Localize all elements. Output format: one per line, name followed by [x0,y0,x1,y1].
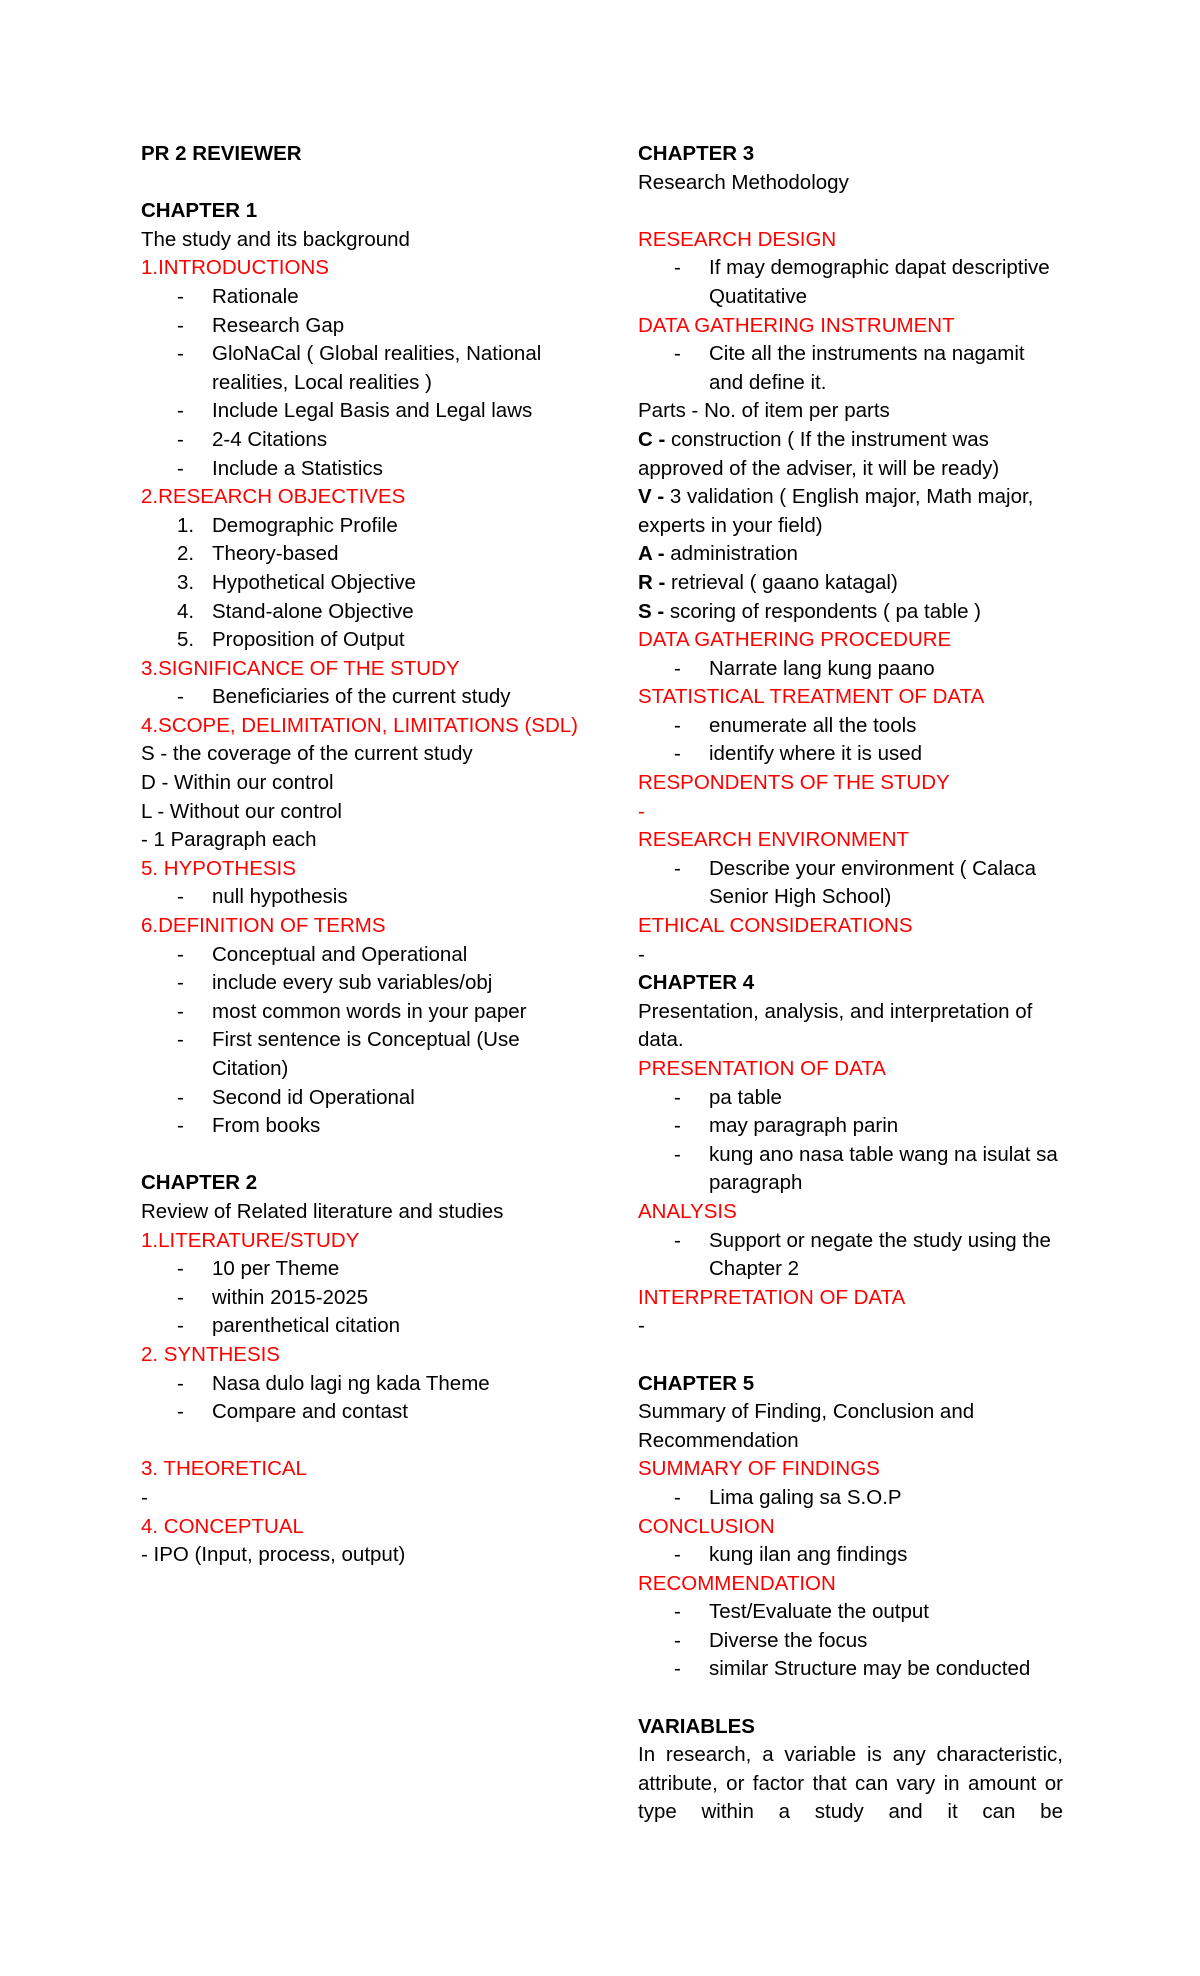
literature-list [141,1255,591,1341]
interpretation-line: - [638,1314,645,1338]
dash-marker: - [177,885,184,909]
dash-marker: - [177,284,184,308]
document-title: PR 2 REVIEWER [141,142,302,165]
spacer [638,1341,1063,1370]
list-item: - kung ilan ang findings [638,1541,1063,1570]
chapter-3-title: CHAPTER 3 [638,142,755,165]
dash-marker: - [674,256,681,280]
dash-marker: - [177,999,184,1023]
list-item: - 2-4 Citations [141,426,591,455]
research-design-heading: RESEARCH DESIGN [638,227,837,251]
list-item: - Cite all the instruments na nagamit and define it. [674,342,1025,394]
dash-marker: - [177,685,184,709]
list-item: - Include Legal Basis and Legal laws [141,397,591,426]
dash-marker: - [177,1114,184,1138]
dash-marker: - [177,942,184,966]
dash-marker: - [177,313,184,337]
right-column [638,140,1063,1827]
list-item: - Conceptual and Operational [141,941,591,970]
scope-heading: 4.SCOPE, DELIMITATION, LIMITATIONS (SDL) [141,713,579,737]
list-item: 3. Hypothetical Objective [141,569,591,598]
left-column [141,140,591,1570]
scope-line: D - Within our control [141,771,334,795]
scope-line: L - Without our control [141,799,342,823]
list-item: 1. Demographic Profile [141,512,591,541]
conceptual-heading: 4. CONCEPTUAL [141,1514,304,1538]
list-item: - Include a Statistics [141,455,591,484]
spacer [141,1141,591,1170]
list-item: - null hypothesis [141,883,591,912]
conceptual-line: - IPO (Input, process, output) [141,1543,406,1567]
research-objectives-heading: 2.RESEARCH OBJECTIVES [141,485,406,509]
number-marker: 5. [177,628,195,652]
dash-marker: - [674,856,681,880]
list-item: - Describe your environment ( Calaca Senior High School) [674,856,1036,909]
list-item: - First sentence is Conceptual (Use Citation) [177,1028,520,1080]
theoretical-line: - [141,1485,148,1509]
spacer [141,1427,591,1456]
dash-marker: - [177,342,184,366]
dash-marker: - [674,1085,681,1109]
chapter-1-subtitle: The study and its background [141,227,410,251]
list-item: - enumerate all the tools [638,712,1063,741]
list-item: - Test/Evaluate the output [638,1598,1063,1627]
cvars-line: R - retrieval ( gaano katagal) [638,570,898,594]
list-item: - Beneficiaries of the current study [141,683,591,712]
recommendation-heading: RECOMMENDATION [638,1571,836,1595]
list-item: 2. Theory-based [141,540,591,569]
significance-heading: 3.SIGNIFICANCE OF THE STUDY [141,656,460,680]
definition-of-terms-heading: 6.DEFINITION OF TERMS [141,914,386,938]
dash-marker: - [674,1485,681,1509]
dash-marker: - [177,1400,184,1424]
list-item: - pa table [638,1084,1063,1113]
list-item: - Diverse the focus [638,1627,1063,1656]
list-item: - most common words in your paper [141,998,591,1027]
chapter-4-subtitle: Presentation, analysis, and interpretation of data. [638,999,1033,1052]
dash-marker: - [177,1285,184,1309]
spacer [141,169,591,198]
list-item: - similar Structure may be conducted [638,1655,1063,1684]
list-item: - parenthetical citation [141,1312,591,1341]
dash-marker: - [177,427,184,451]
list-item: - GloNaCal ( Global realities, National realities, Local realities ) [177,342,542,394]
dash-marker: - [177,971,184,995]
dash-marker: - [674,342,681,366]
ethical-heading: ETHICAL CONSIDERATIONS [638,914,913,938]
number-marker: 2. [177,542,195,566]
list-item: - If may demographic dapat descriptive Quatitative [674,256,1050,308]
list-item: - From books [141,1112,591,1141]
list-item: 4. Stand-alone Objective [141,598,591,627]
dash-marker: - [674,1657,681,1681]
list-item: - Research Gap [141,312,591,341]
chapter-2-title: CHAPTER 2 [141,1171,258,1195]
synthesis-heading: 2. SYNTHESIS [141,1342,280,1366]
chapter-3-subtitle: Research Methodology [638,170,849,194]
dash-marker: - [674,1628,681,1652]
dash-marker: - [674,1228,681,1252]
analysis-heading: ANALYSIS [638,1199,737,1223]
procedure-heading: DATA GATHERING PROCEDURE [638,628,952,652]
chapter-5-title: CHAPTER 5 [638,1371,755,1395]
scope-line: - 1 Paragraph each [141,828,317,852]
list-item: - within 2015-2025 [141,1284,591,1313]
list-item: - Nasa dulo lagi ng kada Theme [141,1370,591,1399]
dash-marker: - [674,1142,681,1166]
chapter-2-subtitle: Review of Related literature and studies [141,1199,504,1223]
dash-marker: - [177,1314,184,1338]
list-item: - Rationale [141,283,591,312]
list-item: - kung ano nasa table wang na isulat sa paragraph [674,1142,1058,1195]
chapter-4-title: CHAPTER 4 [638,971,755,995]
list-item: - include every sub variables/obj [141,969,591,998]
dash-marker: - [177,1028,184,1052]
cvars-line: A - administration [638,542,798,566]
instrument-heading: DATA GATHERING INSTRUMENT [638,313,955,337]
list-item: - Support or negate the study using the Chapter 2 [674,1228,1051,1281]
spacer [638,1684,1063,1713]
definition-of-terms-list [141,941,591,1141]
research-objectives-list [141,512,591,655]
variables-title: VARIABLES [638,1714,755,1738]
conclusion-heading: CONCLUSION [638,1514,775,1538]
dash-marker: - [674,656,681,680]
statistical-treatment-heading: STATISTICAL TREATMENT OF DATA [638,685,985,709]
introductions-list [141,283,591,483]
number-marker: 3. [177,570,195,594]
dash-marker: - [674,713,681,737]
number-marker: 4. [177,599,195,623]
list-item: - Lima galing sa S.O.P [638,1484,1063,1513]
cvars-line: V - 3 validation ( English major, Math major, experts in your field) [638,485,1034,537]
respondents-line: - [638,799,645,823]
list-item: - 10 per Theme [141,1255,591,1284]
scope-line: S - the coverage of the current study [141,742,473,766]
ethical-line: - [638,942,645,966]
number-marker: 1. [177,513,195,537]
dash-marker: - [177,456,184,480]
list-item: - Second id Operational [141,1084,591,1113]
dash-marker: - [674,1600,681,1624]
cvars-line: S - scoring of respondents ( pa table ) [638,599,981,623]
list-item: - identify where it is used [638,740,1063,769]
dash-marker: - [177,1085,184,1109]
variables-paragraph: In research, a variable is any characteristic, attribute, or factor that can vary in amount or type within a study and it can be [638,1743,1063,1824]
hypothesis-heading: 5. HYPOTHESIS [141,856,296,880]
synthesis-list [141,1370,591,1427]
literature-heading: 1.LITERATURE/STUDY [141,1228,360,1252]
dash-marker: - [674,1114,681,1138]
presentation-heading: PRESENTATION OF DATA [638,1057,886,1080]
list-item: - Compare and contast [141,1398,591,1427]
cvars-line: C - construction ( If the instrument was approved of the adviser, it will be ready) [638,427,1000,480]
environment-heading: RESEARCH ENVIRONMENT [638,828,910,852]
dash-marker: - [177,399,184,423]
dash-marker: - [177,1257,184,1281]
dash-marker: - [674,1543,681,1567]
theoretical-heading: 3. THEORETICAL [141,1457,307,1481]
dash-marker: - [177,1371,184,1395]
spacer [638,197,1063,226]
parts-line: Parts - No. of item per parts [638,399,890,423]
introductions-heading: 1.INTRODUCTIONS [141,256,329,280]
list-item: - Narrate lang kung paano [638,655,1063,684]
summary-heading: SUMMARY OF FINDINGS [638,1457,880,1481]
respondents-heading: RESPONDENTS OF THE STUDY [638,771,950,795]
chapter-1-title: CHAPTER 1 [141,199,258,223]
dash-marker: - [674,742,681,766]
list-item: - may paragraph parin [638,1112,1063,1141]
interpretation-heading: INTERPRETATION OF DATA [638,1285,906,1309]
chapter-5-subtitle: Summary of Finding, Conclusion and Recommendation [638,1400,975,1452]
list-item: 5. Proposition of Output [141,626,591,655]
